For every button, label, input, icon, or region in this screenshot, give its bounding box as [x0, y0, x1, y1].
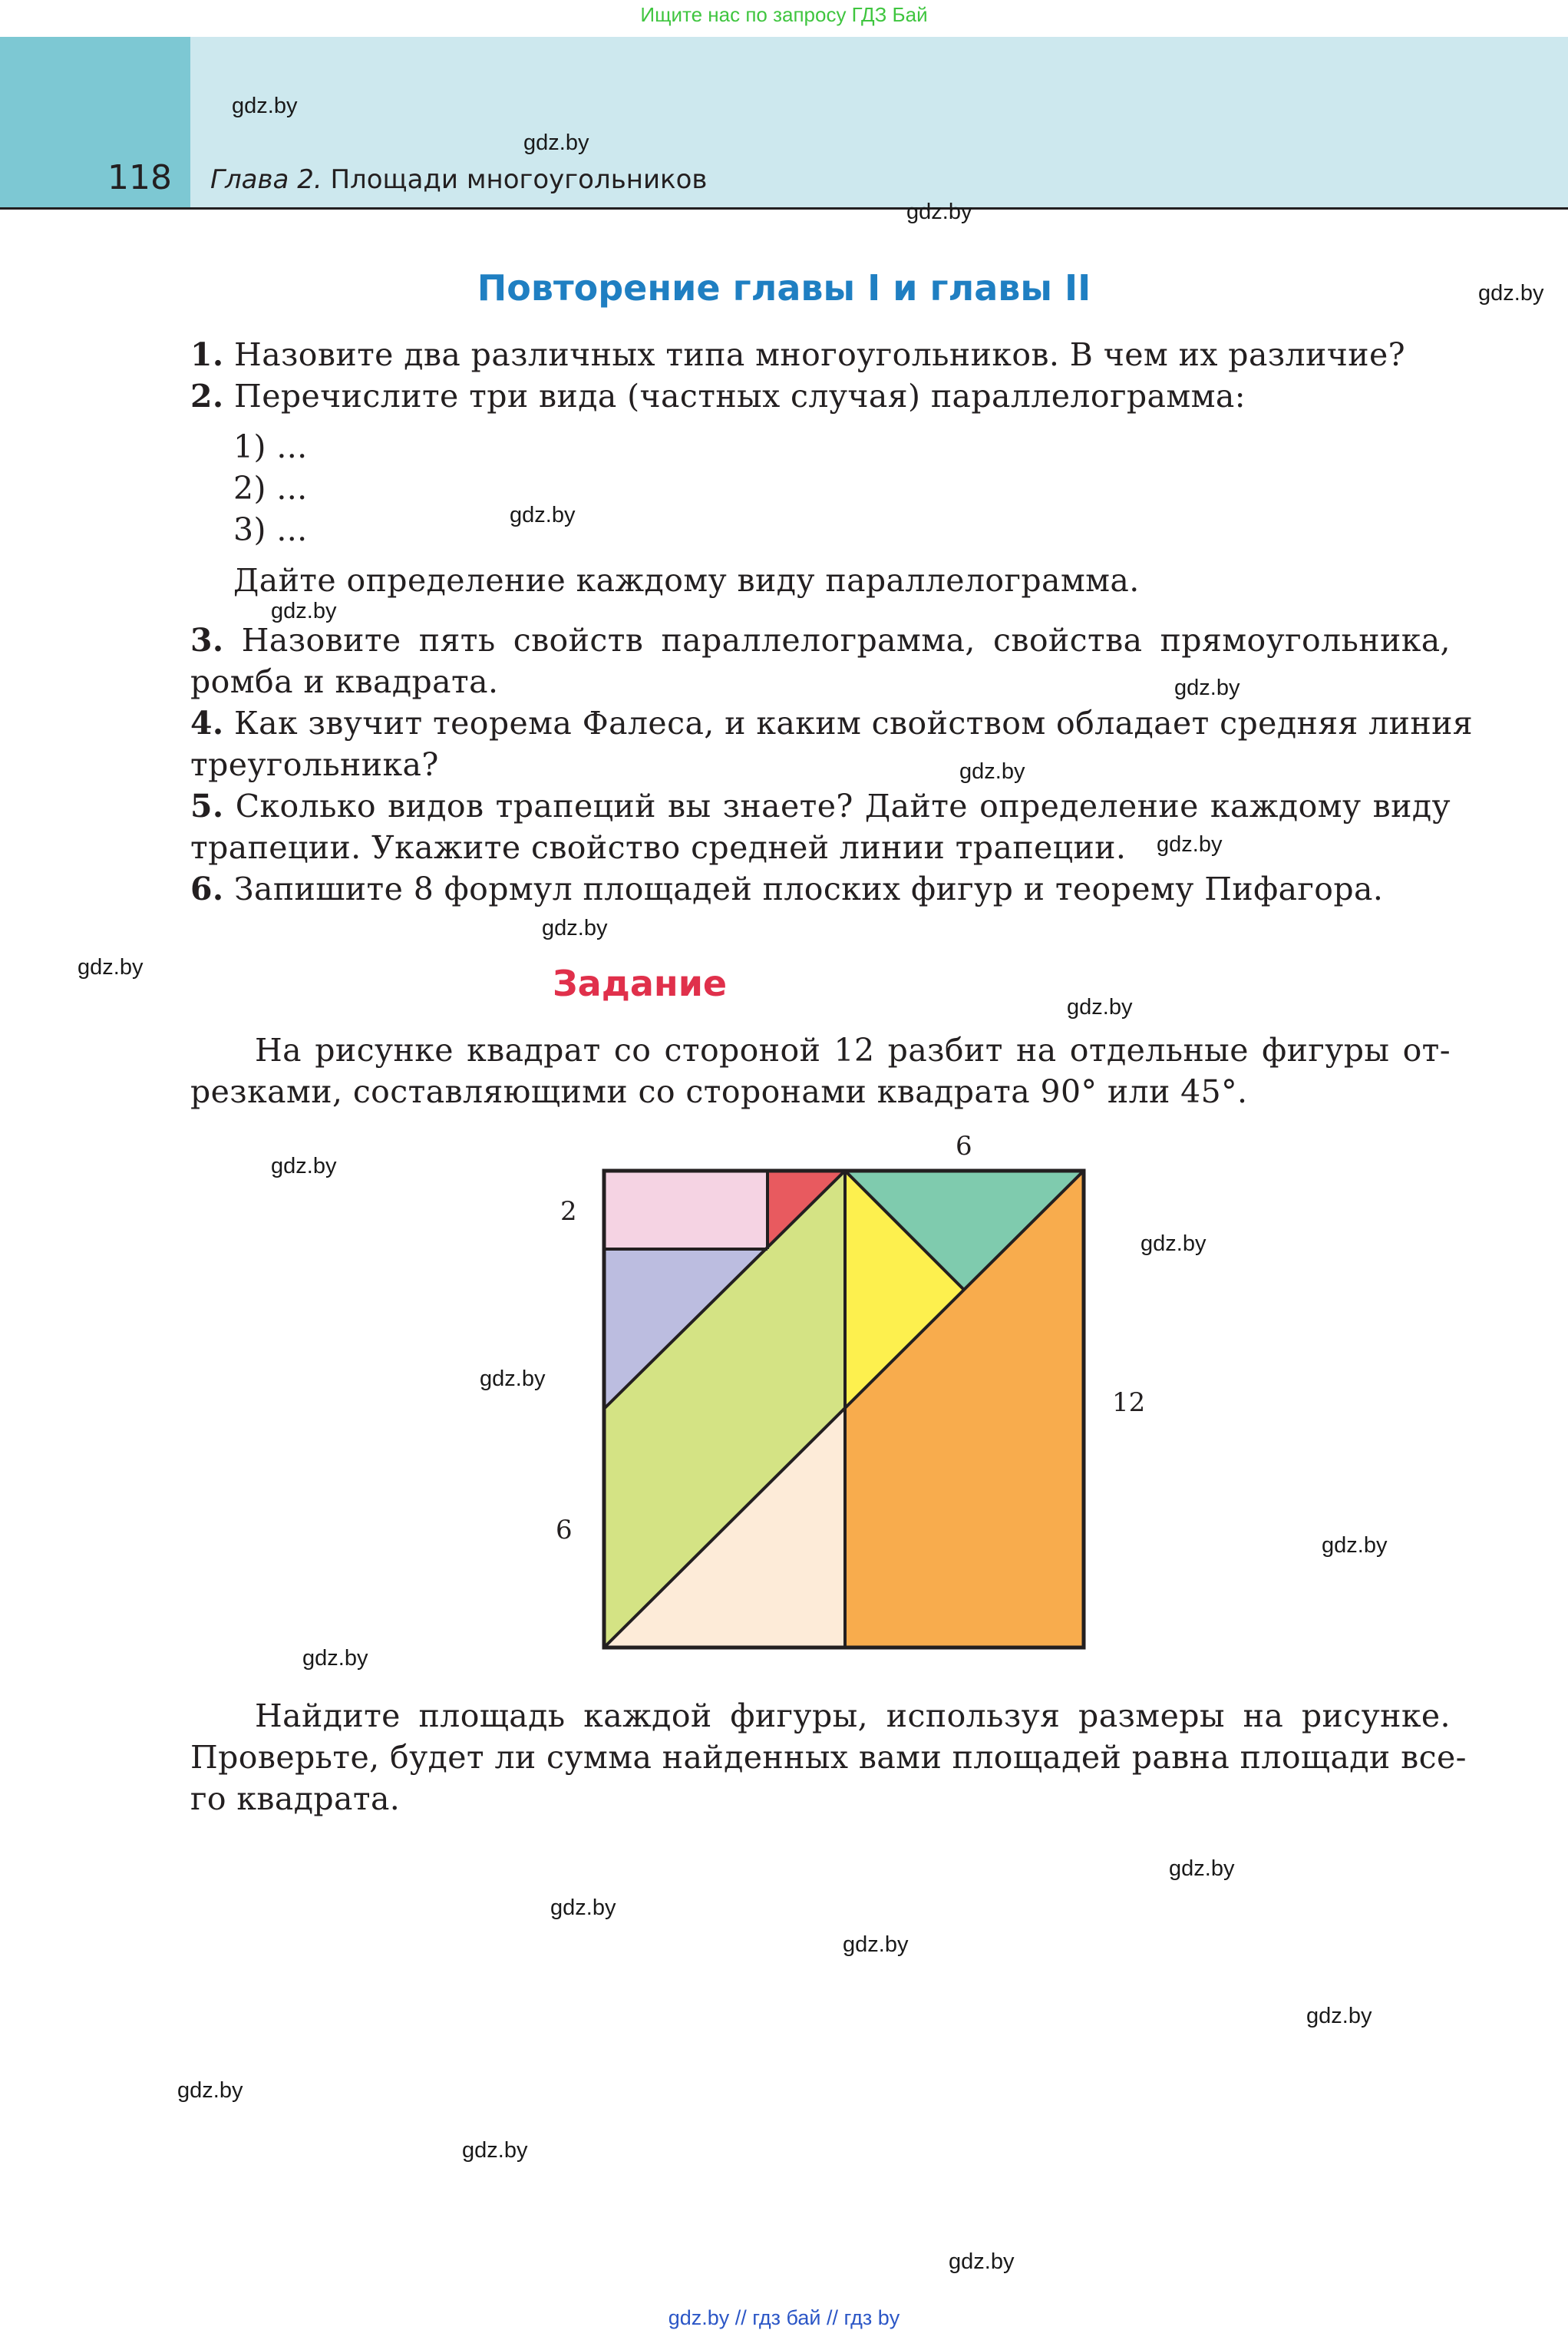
- watermark: gdz.by: [480, 1367, 546, 1391]
- watermark: gdz.by: [1067, 995, 1133, 1020]
- watermark: gdz.by: [302, 1646, 368, 1671]
- question-4-cont: треугольника?: [190, 746, 439, 783]
- watermark: gdz.by: [1174, 676, 1240, 700]
- footer-links: gdz.by // гдз бай // гдз by: [668, 2306, 900, 2329]
- task-outro-line1: [190, 1695, 1451, 1737]
- question-text: Назовите два различных типа многоугольников. В чем их различие?: [234, 336, 1406, 373]
- watermark: gdz.by: [906, 200, 972, 224]
- label-left-2: 2: [560, 1196, 577, 1227]
- question-number: 2.: [190, 378, 224, 415]
- top-banner: Ищите нас по запросу ГДЗ Бай: [640, 3, 928, 26]
- watermark: gdz.by: [843, 1932, 909, 1957]
- watermark: gdz.by: [1157, 832, 1223, 857]
- question-text: Сколько видов трапеций вы знаете? Дайте определение каждому виду: [235, 788, 1451, 825]
- chapter-label: Глава 2.: [210, 164, 322, 195]
- label-right-12: 12: [1112, 1387, 1146, 1418]
- watermark: gdz.by: [271, 1154, 337, 1178]
- task-outro-line3: го квадрата.: [190, 1780, 401, 1817]
- list-item: 3) ...: [233, 511, 308, 548]
- watermark: gdz.by: [1141, 1231, 1207, 1256]
- watermark: gdz.by: [271, 599, 337, 623]
- question-2-followup: Дайте определение каждому виду параллелограмма.: [233, 562, 1140, 599]
- watermark: gdz.by: [523, 131, 589, 155]
- watermark: gdz.by: [462, 2138, 528, 2163]
- question-number: 6.: [190, 871, 224, 907]
- watermark: gdz.by: [1306, 2004, 1372, 2028]
- section-title: Повторение главы I и главы II: [477, 267, 1091, 309]
- watermark: gdz.by: [1478, 281, 1544, 306]
- task-title: Задание: [553, 963, 728, 1004]
- watermark: gdz.by: [78, 955, 144, 980]
- question-3-cont: ромба и квадрата.: [190, 663, 499, 700]
- label-top-6: 6: [956, 1131, 972, 1162]
- task-intro-line2: резками, составляющими со сторонами квадрата 90° или 45°.: [190, 1073, 1248, 1110]
- pink-rectangle: [604, 1171, 767, 1249]
- question-number: 3.: [190, 622, 224, 659]
- question-text: Запишите 8 формул площадей плоских фигур и теорему Пифагора.: [234, 871, 1384, 907]
- watermark: gdz.by: [1322, 1533, 1388, 1558]
- chapter-title: Площади многоугольников: [330, 164, 708, 195]
- list-item: 2) ...: [233, 470, 308, 507]
- task-intro-text: На рисунке квадрат со стороной 12 разбит на отдельные фигуры от-: [255, 1032, 1451, 1069]
- watermark: gdz.by: [177, 2078, 243, 2103]
- question-text: Назовите пять свойств параллелограмма, свойства прямоугольника,: [241, 622, 1451, 659]
- question-5-cont: трапеции. Укажите свойство средней линии трапеции.: [190, 829, 1127, 866]
- task-outro-line2: Проверьте, будет ли сумма найденных вами площадей равна площади все-: [190, 1739, 1467, 1776]
- question-number: 5.: [190, 788, 224, 825]
- question-number: 1.: [190, 336, 224, 373]
- question-number: 4.: [190, 705, 224, 742]
- watermark: gdz.by: [959, 759, 1025, 784]
- watermark: gdz.by: [232, 94, 298, 118]
- watermark: gdz.by: [510, 503, 576, 527]
- page-number: 118: [107, 158, 172, 197]
- question-text: Как звучит теорема Фалеса, и каким свойством обладает средняя линия: [234, 705, 1474, 742]
- watermark: gdz.by: [949, 2249, 1015, 2274]
- label-left-6: 6: [556, 1515, 573, 1545]
- watermark: gdz.by: [542, 916, 608, 940]
- question-text: Перечислите три вида (частных случая) параллелограмма:: [234, 378, 1246, 415]
- list-item: 1) ...: [233, 428, 308, 465]
- task-outro-text: Найдите площадь каждой фигуры, используя размеры на рисунке.: [255, 1697, 1451, 1734]
- watermark: gdz.by: [1169, 1856, 1235, 1881]
- watermark: gdz.by: [550, 1895, 616, 1920]
